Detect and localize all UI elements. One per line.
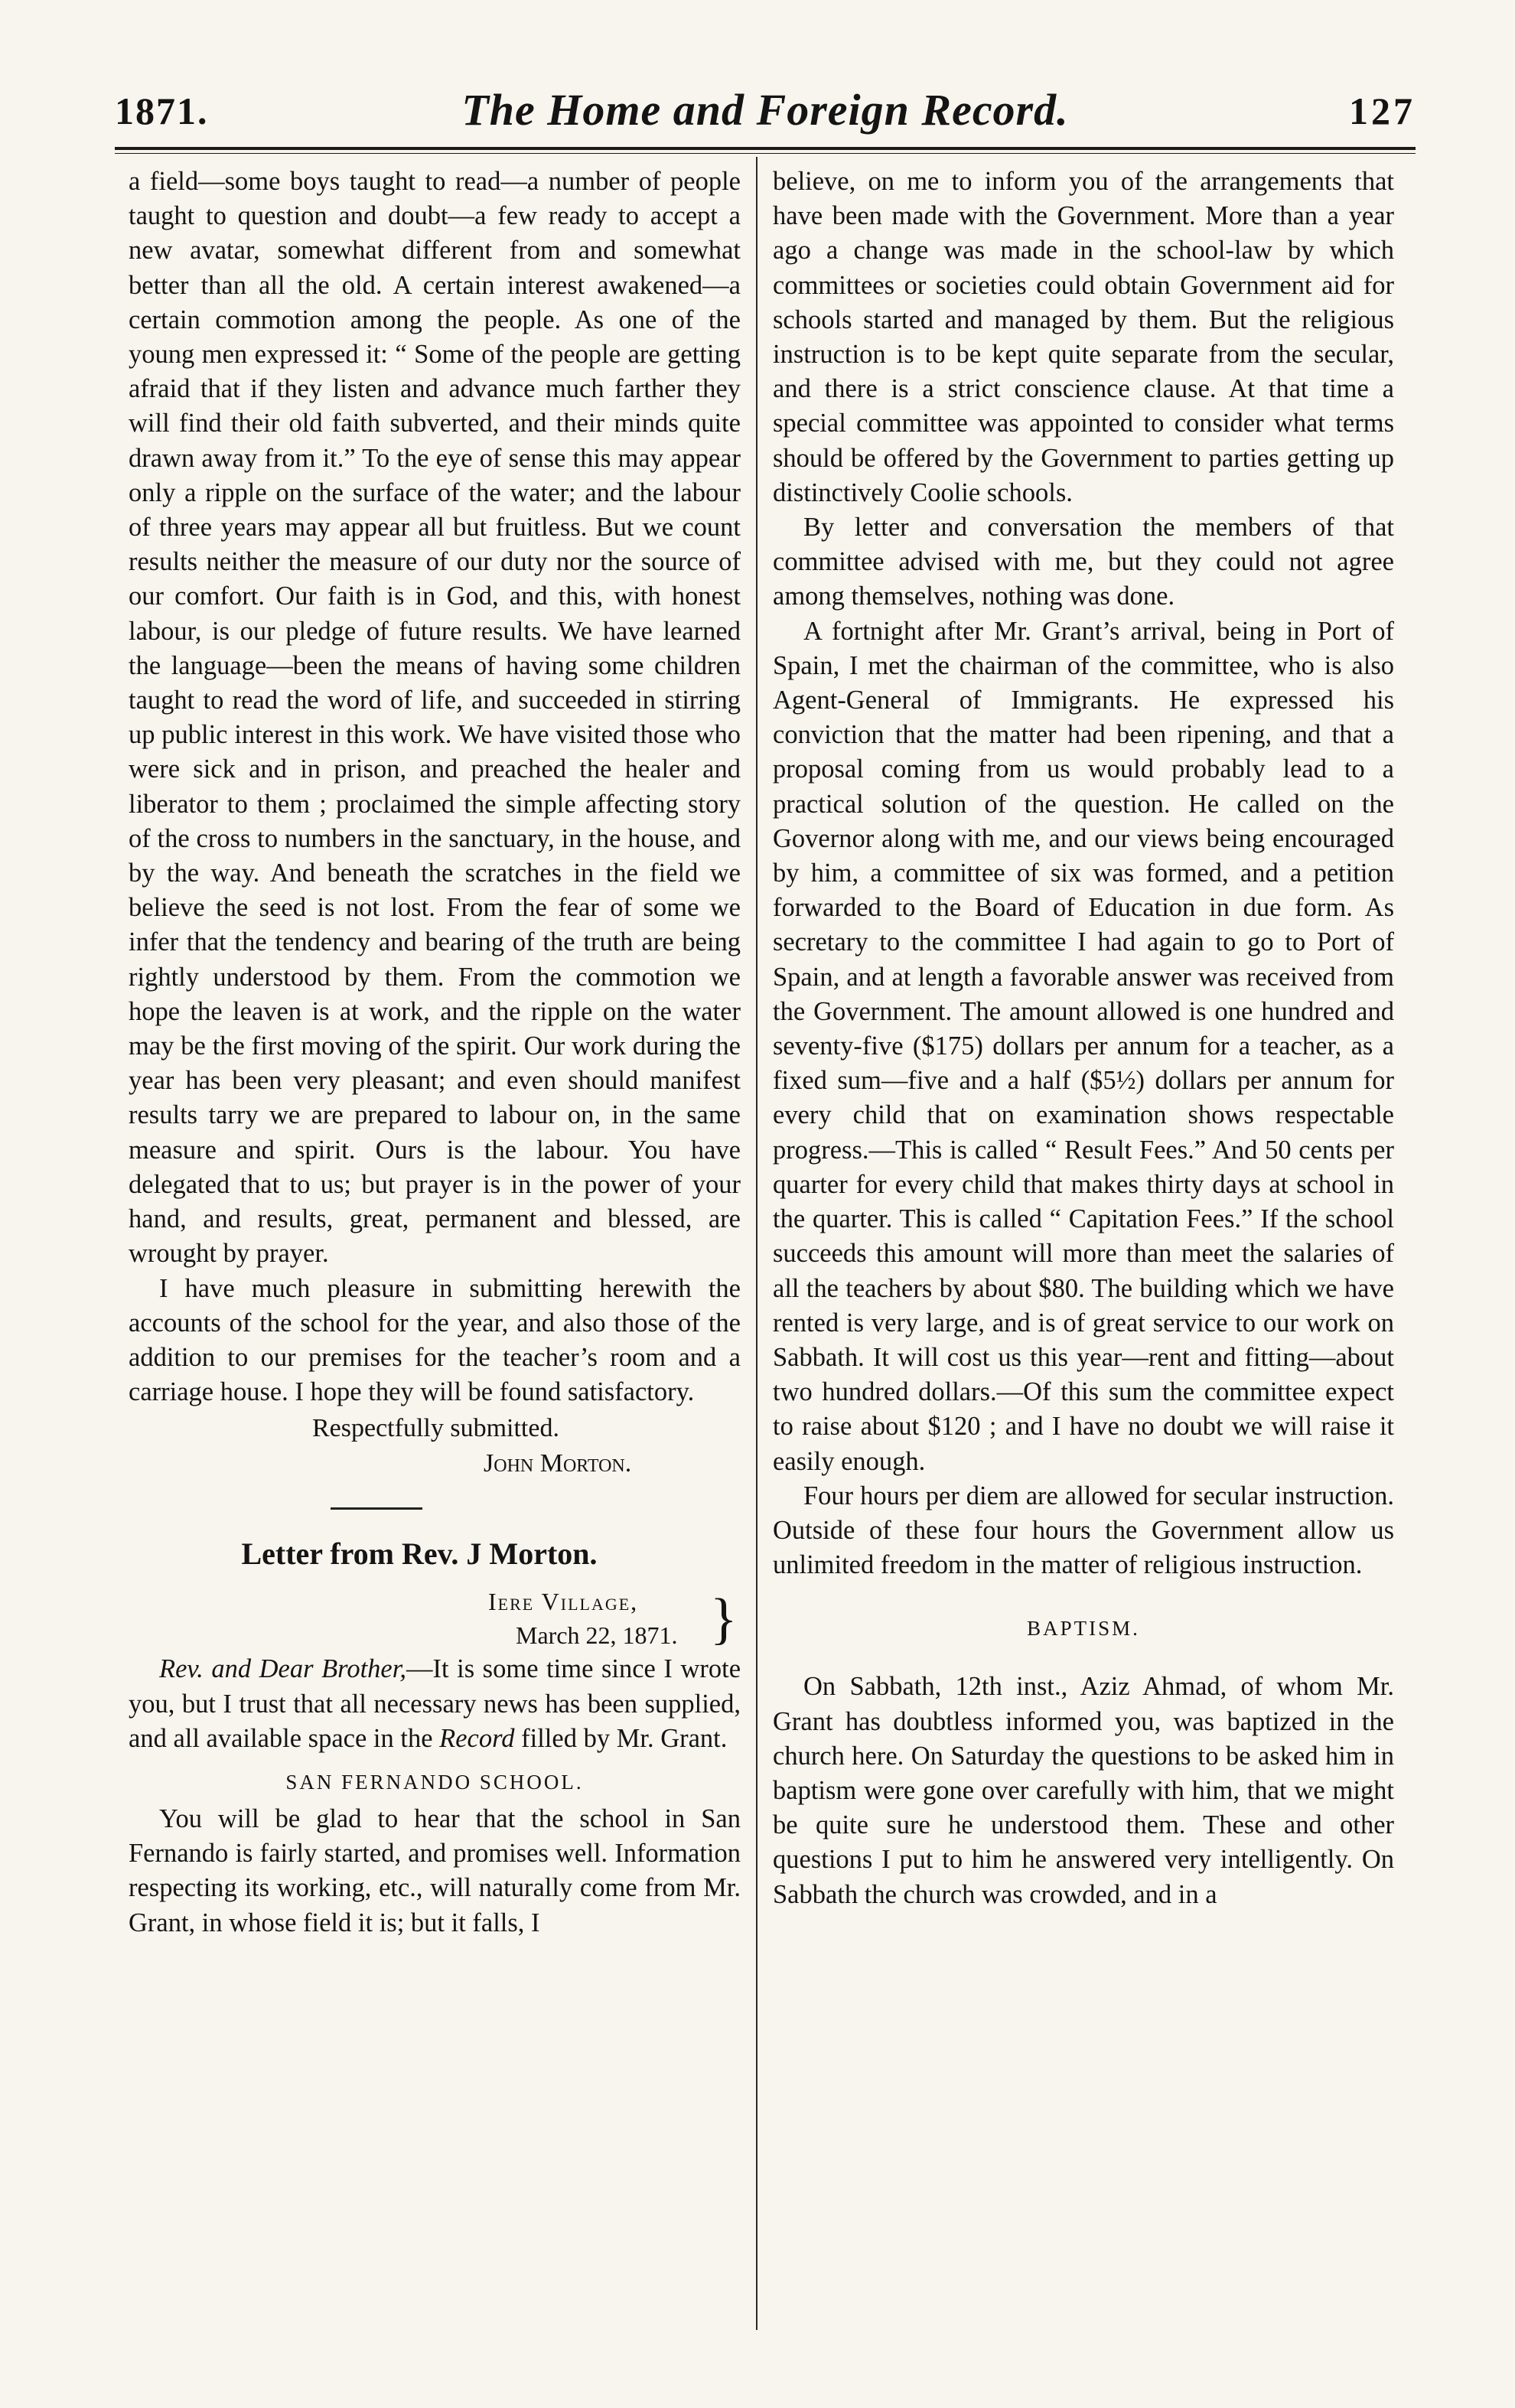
report-paragraph-2: I have much pleasure in submitting herewith the accounts of the school for the year, and also those of the addition to our premises for the teacher’s room and a carriage house. I hope they will be found satisfactory. [129,1273,741,1407]
report-paragraph-1: a field—some boys taught to read—a number of people taught to question and doubt—a few ready to accept a new avatar, somewhat different from and somewhat better than all the old. A certain interest awakened—a certain commotion among the people. As one of the young men expressed it: “ Some of the people are getting afraid that if they listen and advance much farther they will find their old faith subverted, and their minds quite drawn away from it.” To the eye of sense this may appear only a ripple on the surface of the water; and the labour of three years may appear all but fruitless. But we count results neither the measure of our duty nor the source of our comfort. Our faith is in God, and this, with honest labour, is our pledge of future results. We have learned the language—been the means of having some children taught to read the word of life, and succeeded in stirring up public interest in this work. We have visited those who were sick and in prison, and preached the healer and liberator to them ; proclaimed the simple affecting story of the cross to numbers in the sanctuary, in the house, and by the way. And beneath the scratches in the field we believe the seed is not lost. From the fear of some we infer that the tendency and bearing of the truth are being rightly understood by them. From the commotion we hope the leaven is at work, and the ripple on the water may be the first moving of the spirit. Our work during the year has been very pleasant; and even should manifest results tarry we are prepared to labour on, in the same measure and spirit. Ours is the labour. You have delegated that to us; but prayer is in the power of your hand, and results, great, permanent and blessed, are wrought by prayer. [129,167,741,1269]
letter-salutation-paragraph [129,1652,741,1756]
san-fernando-paragraph: You will be glad to hear that the school in San Fernando is fairly started, and promises well. Information respecting its working, etc., will naturally come from Mr. Grant, in whose field it is; but it falls, I [129,1804,741,1937]
letter-heading: Letter from Rev. J Morton. [241,1536,598,1572]
right-column [773,165,1394,1912]
salutation: Rev. and Dear Brother, [159,1654,406,1684]
baptism-paragraph: On Sabbath, 12th inst., Aziz Ahmad, of whom Mr. Grant has doubtless informed you, was baptized in the church here. On Saturday the questions to be asked him in baptism were gone over carefully with him, that we might be quite sure he understood them. These and other questions I put to him he answered very intelligently. On Sabbath the church was crowded, and in a [773,1672,1394,1909]
brace-glyph: } [710,1588,738,1651]
header-rule [115,147,1416,150]
page-header [115,84,1416,138]
right-paragraph-3: A fortnight after Mr. Grant’s arrival, being in Port of Spain, I met the chairman of the committee, who is also Agent-General of Immigrants. He expressed his conviction that the matter had been ripening, and that a proposal coming from us would probably lead to a practical solution of the question. He called on the Governor along with me, and our views being encouraged by him, a committee of six was formed, and a petition forwarded to the Board of Education in due form. As secretary to the committee I had again to go to Port of Spain, and at length a favorable answer was received from the Government. The amount allowed is one hundred and seventy-five ($175) dollars per annum for a teacher, as a fixed sum—five and a half ($5½) dollars per annum for every child that on examination shows respectable progress.—This is called “ Result Fees.” And 50 cents per quarter for every child that makes thirty days at school in the quarter. This is called “ Capitation Fees.” If the school succeeds this amount will more than meet the salaries of all the teachers by about $80. The building which we have rented is very large, and is of great service to our work on Sabbath. It will cost us this year—rent and fitting—about two hundred dollars.—Of this sum the committee expect to raise about $120 ; and I have no doubt we will raise it easily enough. [773,616,1394,1476]
record-italic: Record [439,1723,515,1753]
section-heading-san-fernando: SAN FERNANDO SCHOOL. [285,1770,584,1794]
publication-title: The Home and Foreign Record. [461,85,1069,135]
section-heading-baptism: BAPTISM. [1027,1617,1140,1641]
salutation-text: —It is some time since I wrote you, but I trust that all necessary news has been supplied, and all available space in the [129,1654,741,1753]
column-divider [756,157,758,2330]
header-rule-thin [115,153,1416,154]
right-paragraph-1: believe, on me to inform you of the arrangements that have been made with the Government. More than a year ago a change was made in the school-law by which committees or societies could obtain Government aid for schools started and managed by them. But the religious instruction is to be kept quite separate from the secular, and there is a strict conscience clause. At that time a special committee was appointed to consider what terms should be offered by the Government to parties getting up distinctively Coolie schools. [773,167,1394,507]
right-paragraph-4: Four hours per diem are allowed for secular instruction. Outside of these four hours the Government allow us unlimited freedom in the matter of religious instruction. [773,1481,1394,1580]
signature: John Morton. [484,1449,632,1478]
dateline-place: Iere Village, [488,1588,639,1616]
header-year: 1871. [115,90,209,132]
signoff: Respectfully submitted. [312,1414,559,1443]
dateline-date: March 22, 1871. [516,1621,678,1650]
left-column [129,165,741,1940]
salutation-text-end: filled by Mr. Grant. [514,1723,728,1753]
page-number: 127 [1349,90,1416,132]
section-divider [331,1507,422,1510]
dateline [129,1585,741,1652]
right-paragraph-2: By letter and conversation the members of that committee advised with me, but they could not agree among themselves, nothing was done. [773,513,1394,611]
